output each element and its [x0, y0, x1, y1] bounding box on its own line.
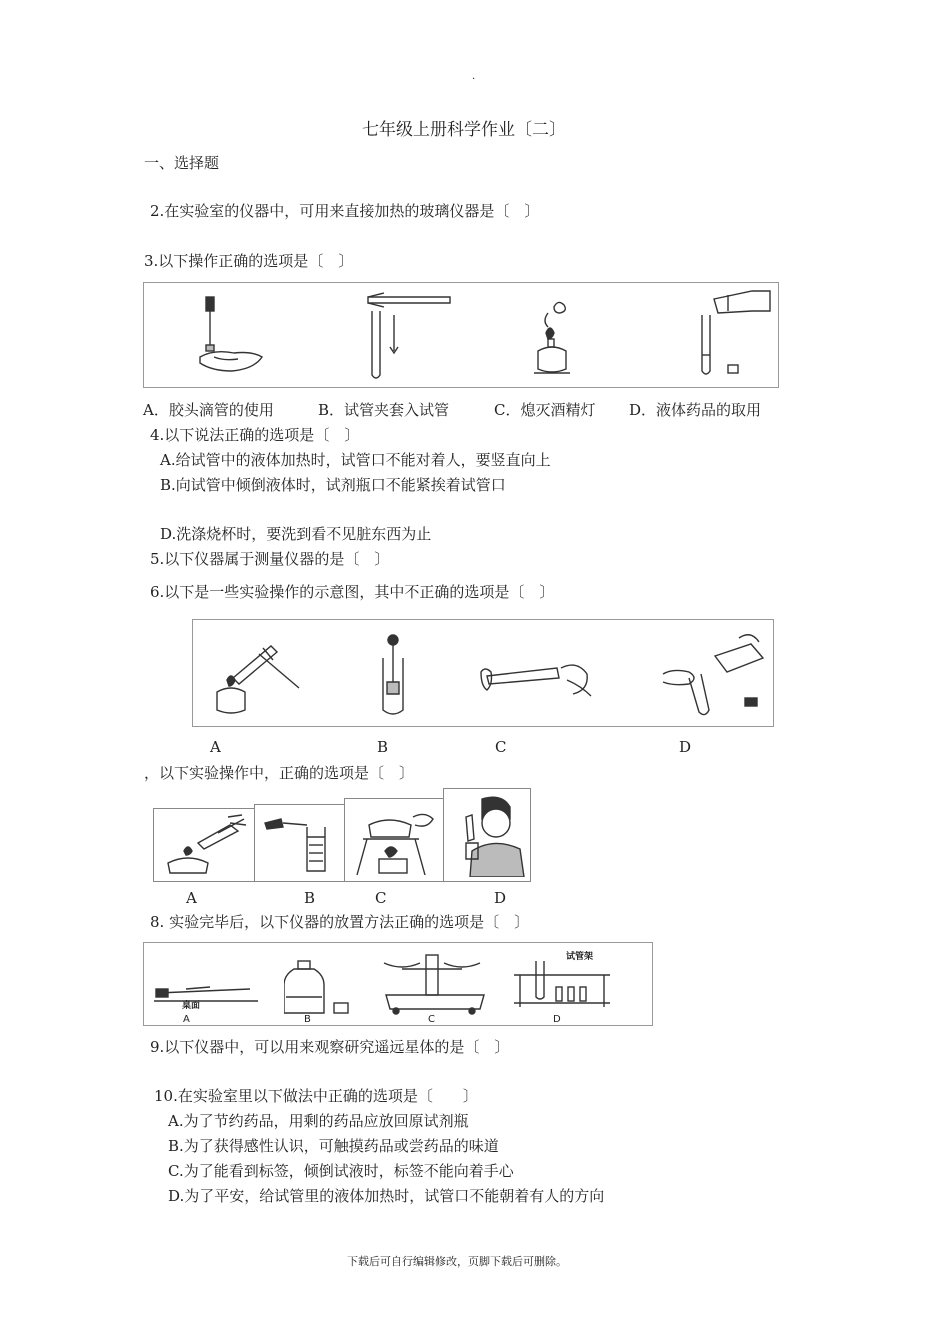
balance-scale-illustration: [380, 949, 492, 1017]
liquid-pouring-illustration: [694, 285, 778, 383]
q10-option-d: D.为了平安，给试管里的液体加热时，试管口不能朝着有人的方向: [168, 1187, 605, 1205]
q4-option-d: D.洗涤烧杯时，要洗到看不见脏东西为止: [160, 525, 432, 543]
extinguish-alcohol-lamp-illustration: [528, 299, 584, 381]
q3-figure-panel: [143, 282, 779, 388]
q10-option-b: B.为了获得感性认识，可触摸药品或尝药品的味道: [168, 1137, 499, 1155]
q6-label-c: C: [495, 738, 507, 756]
q8-label-b: B: [304, 1014, 311, 1025]
heating-tube-on-lamp-illustration: [203, 630, 309, 720]
tube-brush-cleaning-illustration: [373, 630, 413, 720]
q10-option-a: A.为了节约药品，用剩的药品应放回原试剂瓶: [168, 1112, 469, 1130]
q3-option-a: A．胶头滴管的使用: [143, 401, 274, 419]
reagent-bottle-illustration: [284, 957, 364, 1021]
q8-label-d: D: [553, 1014, 561, 1025]
q3-option-b: B．试管夹套入试管: [318, 401, 450, 419]
q3-option-c: C．熄灭酒精灯: [494, 401, 596, 419]
question-9: 9.以下仪器中，可以用来观察研究遥远星体的是〔 〕: [150, 1038, 510, 1056]
q7-label-b: B: [304, 889, 316, 907]
q7-label-c: C: [375, 889, 387, 907]
question-10-stem: 10.在实验室里以下做法中正确的选项是〔 〕: [154, 1087, 478, 1105]
shaking-test-tube-illustration: [477, 650, 597, 710]
q8-label-a: A: [183, 1014, 190, 1025]
q7-label-a: A: [186, 889, 197, 907]
page-title: 七年级上册科学作业〔二〕: [362, 120, 566, 140]
q6-label-a: A: [210, 738, 221, 756]
q7-label-d: D: [494, 889, 507, 907]
question-7-stem: ，以下实验操作中，正确的选项是〔 〕: [144, 764, 415, 782]
dropper-adding-liquid-illustration: [659, 626, 769, 720]
q6-label-b: B: [377, 738, 389, 756]
q6-figure-panel: [192, 619, 774, 727]
reading-cylinder-illustration: [259, 809, 341, 877]
q7-image-b: [254, 804, 346, 882]
heating-on-tripod-illustration: [349, 803, 439, 877]
q8-table-label: 桌面: [182, 1001, 201, 1011]
question-6-stem: 6.以下是一些实验操作的示意图，其中不正确的选项是〔 〕: [150, 583, 555, 601]
boy-smelling-chemical-illustration: [448, 793, 526, 877]
q7-image-a: [153, 808, 255, 882]
page-footer: 下载后可自行编辑修改，页脚下载后可删除。: [347, 1255, 567, 1268]
question-8-stem: 8. 实验完毕后，以下仪器的放置方法正确的选项是〔 〕: [150, 913, 530, 931]
q6-label-d: D: [679, 738, 692, 756]
q8-rack-label: 试管架: [566, 952, 594, 962]
header-dot: ·: [472, 74, 476, 85]
q8-figure-panel: [143, 942, 653, 1026]
test-tube-rack-illustration: [510, 957, 614, 1011]
dropper-on-table-illustration: [154, 953, 264, 1019]
question-4-stem: 4.以下说法正确的选项是〔 〕: [150, 426, 360, 444]
q8-label-c: C: [428, 1014, 435, 1025]
q4-option-b: B.向试管中倾倒液体时，试剂瓶口不能紧挨着试管口: [160, 476, 506, 494]
q10-option-c: C.为了能看到标签，倾倒试液时，标签不能向着手心: [168, 1162, 514, 1180]
question-3-stem: 3.以下操作正确的选项是〔 〕: [144, 252, 354, 270]
q3-option-d: D．液体药品的取用: [629, 401, 762, 419]
lighting-lamp-with-lamp-illustration: [158, 813, 250, 877]
section-heading: 一、选择题: [144, 154, 220, 172]
dropper-use-illustration: [194, 291, 274, 381]
q4-option-a: A.给试管中的液体加热时，试管口不能对着人，要竖直向上: [160, 451, 551, 469]
q7-image-d: [443, 788, 531, 882]
test-tube-clamp-illustration: [364, 289, 456, 383]
question-2: 2.在实验室的仪器中，可用来直接加热的玻璃仪器是〔 〕: [150, 202, 540, 220]
q7-image-c: [344, 798, 444, 882]
question-5: 5.以下仪器属于测量仪器的是〔 〕: [150, 550, 390, 568]
